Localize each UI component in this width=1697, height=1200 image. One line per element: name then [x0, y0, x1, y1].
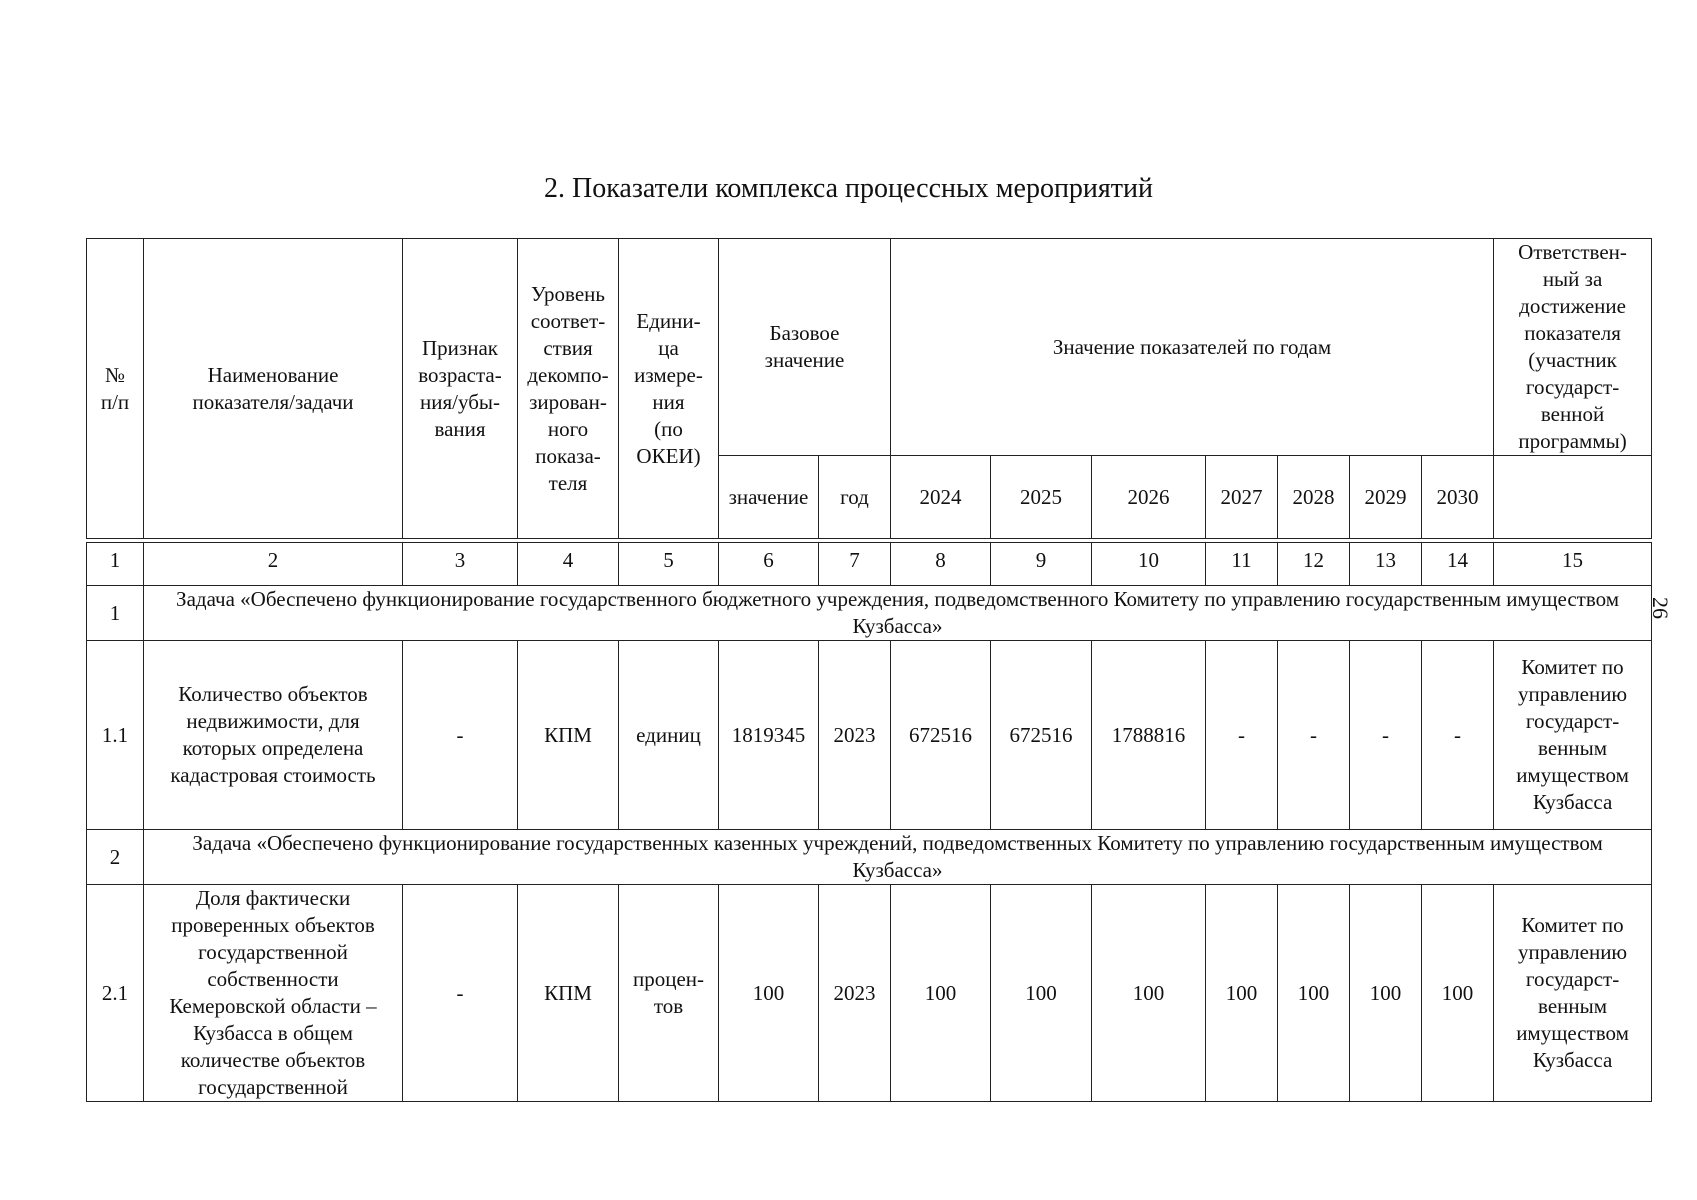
header-year: 2030 [1422, 456, 1494, 539]
header-year: 2027 [1206, 456, 1278, 539]
column-number: 3 [403, 543, 518, 586]
indicator-base-year: 2023 [819, 885, 891, 1102]
header-year: 2026 [1092, 456, 1206, 539]
page-number: 26 [1648, 597, 1673, 619]
indicator-value: 100 [891, 885, 991, 1102]
indicator-value: 100 [1206, 885, 1278, 1102]
column-number: 14 [1422, 543, 1494, 586]
header-years-group: Значение показателей по годам [891, 239, 1494, 456]
indicator-row [87, 885, 1652, 1102]
column-number: 15 [1494, 543, 1652, 586]
header-name: Наименование показателя/задачи [144, 239, 403, 539]
task-row [87, 830, 1652, 885]
header-responsible-blank [1494, 456, 1652, 539]
indicator-value: - [1278, 641, 1350, 830]
indicator-base-year: 2023 [819, 641, 891, 830]
header-base-year: год [819, 456, 891, 539]
column-number: 6 [719, 543, 819, 586]
task-text: Задача «Обеспечено функционирование государственных казенных учреждений, подведомственных Комитету по управлению государственным имуществом Кузбасса» [144, 830, 1652, 885]
column-number: 5 [619, 543, 719, 586]
header-responsible: Ответствен- ный за достижение показателя (участник государст- венной программы) [1494, 239, 1652, 456]
indicator-trend: - [403, 641, 518, 830]
header-year: 2028 [1278, 456, 1350, 539]
indicator-trend: - [403, 885, 518, 1102]
task-row [87, 586, 1652, 641]
indicator-value: 672516 [891, 641, 991, 830]
task-number: 2 [87, 830, 144, 885]
column-number: 13 [1350, 543, 1422, 586]
indicator-value: 672516 [991, 641, 1092, 830]
indicator-value: - [1206, 641, 1278, 830]
indicator-value: 100 [1278, 885, 1350, 1102]
indicator-value: - [1422, 641, 1494, 830]
indicator-value: 100 [1422, 885, 1494, 1102]
indicator-value: 100 [1350, 885, 1422, 1102]
column-number: 1 [87, 543, 144, 586]
indicator-level: КПМ [518, 641, 619, 830]
indicator-number: 2.1 [87, 885, 144, 1102]
indicator-responsible: Комитет по управлению государст- венным имуществом Кузбасса [1494, 641, 1652, 830]
column-number: 9 [991, 543, 1092, 586]
column-number: 2 [144, 543, 403, 586]
header-trend: Признак возраста- ния/убы- вания [403, 239, 518, 539]
indicators-table [86, 238, 1652, 1102]
column-number: 4 [518, 543, 619, 586]
indicator-name: Количество объектов недвижимости, для которых определена кадастровая стоимость [144, 641, 403, 830]
indicator-number: 1.1 [87, 641, 144, 830]
indicator-value: 100 [1092, 885, 1206, 1102]
indicator-value: - [1350, 641, 1422, 830]
indicator-row [87, 641, 1652, 830]
task-number: 1 [87, 586, 144, 641]
indicator-value: 100 [991, 885, 1092, 1102]
header-year: 2029 [1350, 456, 1422, 539]
indicator-unit: процен- тов [619, 885, 719, 1102]
indicator-responsible: Комитет по управлению государст- венным имуществом Кузбасса [1494, 885, 1652, 1102]
indicator-unit: единиц [619, 641, 719, 830]
column-number: 10 [1092, 543, 1206, 586]
header-row-top [87, 239, 1652, 456]
page-title: 2. Показатели комплекса процессных мероприятий [543, 173, 1153, 204]
indicator-base-value: 100 [719, 885, 819, 1102]
header-year: 2025 [991, 456, 1092, 539]
header-num: № п/п [87, 239, 144, 539]
header-base-value: значение [719, 456, 819, 539]
column-number: 7 [819, 543, 891, 586]
indicator-base-value: 1819345 [719, 641, 819, 830]
column-number: 8 [891, 543, 991, 586]
column-numbers-row [87, 543, 1652, 586]
header-year: 2024 [891, 456, 991, 539]
task-text: Задача «Обеспечено функционирование государственного бюджетного учреждения, подведомственного Комитету по управлению государственным имуществом Кузбасса» [144, 586, 1652, 641]
indicator-value: 1788816 [1092, 641, 1206, 830]
column-number: 12 [1278, 543, 1350, 586]
indicator-level: КПМ [518, 885, 619, 1102]
header-base: Базовое значение [719, 239, 891, 456]
header-level: Уровень соответ- ствия декомпо- зирован- ного показа- теля [518, 239, 619, 539]
column-number: 11 [1206, 543, 1278, 586]
header-unit: Едини- ца измере- ния (по ОКЕИ) [619, 239, 719, 539]
indicator-name: Доля фактически проверенных объектов государственной собственности Кемеровской области – Кузбасса в общем количестве объектов государственной [144, 885, 403, 1102]
